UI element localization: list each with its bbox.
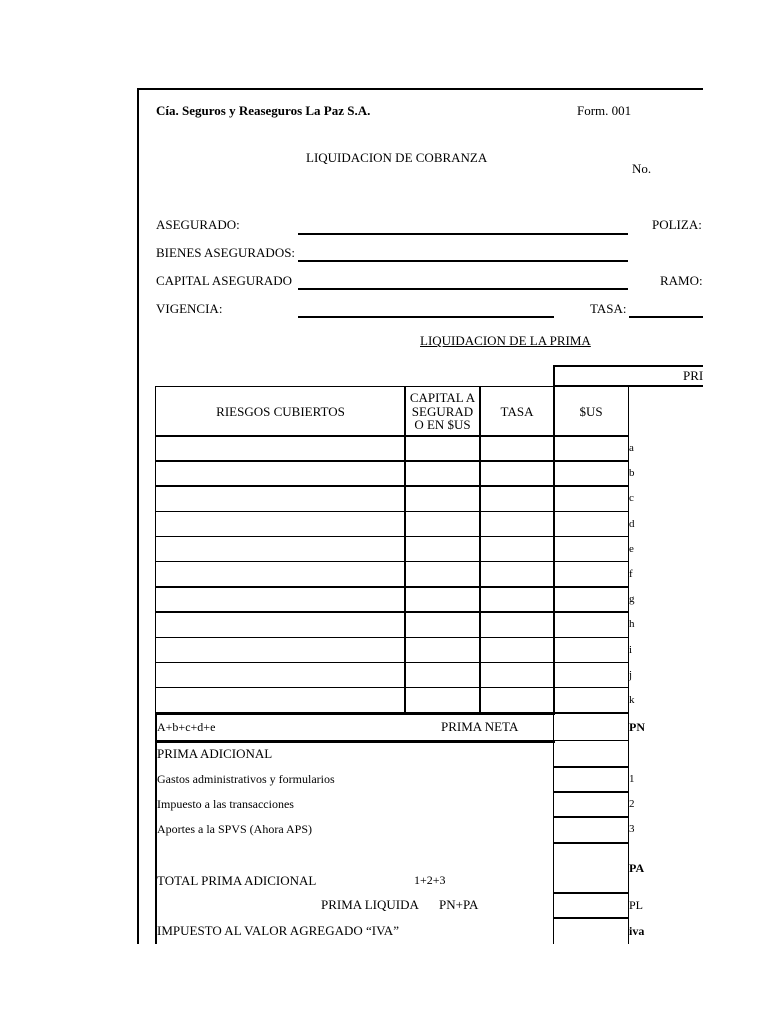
asegurado-field[interactable]: [298, 233, 628, 235]
document-title: LIQUIDACION DE COBRANZA: [306, 150, 488, 165]
tasa-field[interactable]: [629, 316, 703, 318]
tasa-cell[interactable]: [479, 511, 555, 538]
row-letter: b: [629, 467, 635, 480]
total-adicional-formula: 1+2+3: [414, 873, 446, 887]
usd-cell[interactable]: [553, 662, 629, 689]
capital-cell[interactable]: [404, 485, 481, 512]
row-letter: a: [629, 442, 634, 454]
tasa-cell[interactable]: [479, 561, 555, 588]
prima-header-left: [553, 365, 555, 387]
header-tasa: TASA: [479, 386, 555, 437]
usd-cell[interactable]: [553, 561, 629, 588]
capital-field[interactable]: [298, 288, 628, 290]
poliza-label: POLIZA:: [652, 217, 702, 232]
prima-header-label: PRI: [683, 368, 704, 383]
row-letter: g: [629, 593, 635, 606]
gastos-value-cell[interactable]: [553, 766, 629, 793]
prima-liquida-label: PRIMA LIQUIDA: [321, 897, 419, 912]
riesgo-cell[interactable]: [155, 662, 406, 689]
prima-adicional-label: PRIMA ADICIONAL: [157, 746, 273, 761]
row-letter: e: [629, 542, 634, 555]
gastos-label: Gastos administrativos y formularios: [157, 772, 335, 786]
impuesto-transacciones-label: Impuesto a las transacciones: [157, 797, 294, 811]
capital-cell[interactable]: [404, 511, 481, 538]
header-usd: $US: [553, 386, 629, 437]
capital-label: CAPITAL ASEGURADO: [156, 273, 293, 288]
pn-label: PN: [629, 720, 645, 734]
row-letter: i: [629, 643, 633, 656]
prima-liquida-value-cell[interactable]: [553, 892, 629, 919]
usd-cell[interactable]: [553, 586, 629, 613]
row-letter: f: [629, 568, 633, 580]
usd-cell[interactable]: [553, 435, 629, 462]
number-label: No.: [632, 161, 652, 176]
riesgo-cell[interactable]: [155, 561, 406, 588]
prima-neta-label: PRIMA NETA: [441, 719, 519, 734]
row-letter: c: [629, 492, 634, 505]
tasa-cell[interactable]: [479, 485, 555, 512]
section-title: LIQUIDACION DE LA PRIMA: [420, 333, 591, 348]
capital-cell[interactable]: [404, 611, 481, 638]
aportes-label: Aportes a la SPVS (Ahora APS): [157, 822, 312, 836]
tasa-cell[interactable]: [479, 687, 555, 714]
aportes-number: 3: [629, 823, 635, 835]
total-adicional-label: TOTAL PRIMA ADICIONAL: [157, 873, 317, 888]
row-letter: h: [629, 618, 635, 631]
impuesto-transacciones-value-cell[interactable]: [553, 791, 629, 818]
usd-cell[interactable]: [553, 637, 629, 664]
usd-cell[interactable]: [553, 687, 629, 714]
prima-adicional-cell[interactable]: [553, 740, 629, 768]
company-name: Cía. Seguros y Reaseguros La Paz S.A.: [156, 103, 371, 118]
usd-cell[interactable]: [553, 511, 629, 538]
prima-header-top: [553, 365, 703, 367]
capital-cell[interactable]: [404, 637, 481, 664]
riesgo-cell[interactable]: [155, 511, 406, 538]
capital-cell[interactable]: [404, 586, 481, 613]
tasa-cell[interactable]: [479, 536, 555, 563]
iva-label: IMPUESTO AL VALOR AGREGADO “IVA”: [157, 923, 399, 938]
total-adicional-value-cell[interactable]: [553, 842, 629, 894]
capital-cell[interactable]: [404, 460, 481, 487]
row-letter: d: [629, 517, 635, 530]
capital-cell[interactable]: [404, 435, 481, 462]
frame-left-border: [137, 88, 139, 944]
bienes-label: BIENES ASEGURADOS:: [156, 245, 296, 260]
usd-cell[interactable]: [553, 611, 629, 638]
tasa-cell[interactable]: [479, 460, 555, 487]
row-letter: j: [629, 668, 633, 681]
riesgo-cell[interactable]: [155, 485, 406, 512]
pl-label: PL: [629, 898, 644, 912]
iva-value-cell[interactable]: [553, 917, 629, 944]
ramo-label: RAMO:: [660, 273, 703, 288]
frame-top-border: [137, 88, 703, 90]
asegurado-label: ASEGURADO:: [156, 217, 240, 232]
riesgo-cell[interactable]: [155, 611, 406, 638]
prima-neta-value-cell[interactable]: [553, 712, 629, 741]
iva-code: iva: [629, 924, 645, 938]
impuesto-transacciones-number: 2: [629, 798, 635, 810]
riesgo-cell[interactable]: [155, 460, 406, 487]
vigencia-label: VIGENCIA:: [156, 301, 223, 316]
usd-cell[interactable]: [553, 485, 629, 512]
summary-top-rule: [155, 712, 555, 715]
prima-neta-bottom-rule: [155, 740, 555, 743]
usd-cell[interactable]: [553, 536, 629, 563]
pa-label: PA: [629, 861, 645, 875]
form-number: Form. 001: [577, 103, 632, 118]
bienes-field[interactable]: [298, 260, 628, 262]
riesgo-cell[interactable]: [155, 687, 406, 714]
aportes-value-cell[interactable]: [553, 816, 629, 844]
tasa-cell[interactable]: [479, 435, 555, 462]
vigencia-field[interactable]: [298, 316, 554, 318]
riesgo-cell[interactable]: [155, 435, 406, 462]
riesgo-cell[interactable]: [155, 586, 406, 613]
capital-cell[interactable]: [404, 536, 481, 563]
formula-left: A+b+c+d+e: [157, 720, 216, 734]
header-capital: CAPITAL ASEGURAD O EN $US: [404, 386, 481, 437]
header-riesgos: RIESGOS CUBIERTOS: [155, 386, 406, 437]
usd-cell[interactable]: [553, 460, 629, 487]
capital-cell[interactable]: [404, 662, 481, 689]
tasa-cell[interactable]: [479, 637, 555, 664]
tasa-cell[interactable]: [479, 611, 555, 638]
tasa-cell[interactable]: [479, 586, 555, 613]
riesgo-cell[interactable]: [155, 536, 406, 563]
gastos-number: 1: [629, 773, 635, 785]
tasa-label: TASA:: [590, 301, 627, 316]
prima-liquida-formula: PN+PA: [439, 897, 479, 912]
row-letter: k: [629, 694, 635, 706]
riesgo-cell[interactable]: [155, 637, 406, 664]
capital-cell[interactable]: [404, 687, 481, 714]
tasa-cell[interactable]: [479, 662, 555, 689]
capital-cell[interactable]: [404, 561, 481, 588]
